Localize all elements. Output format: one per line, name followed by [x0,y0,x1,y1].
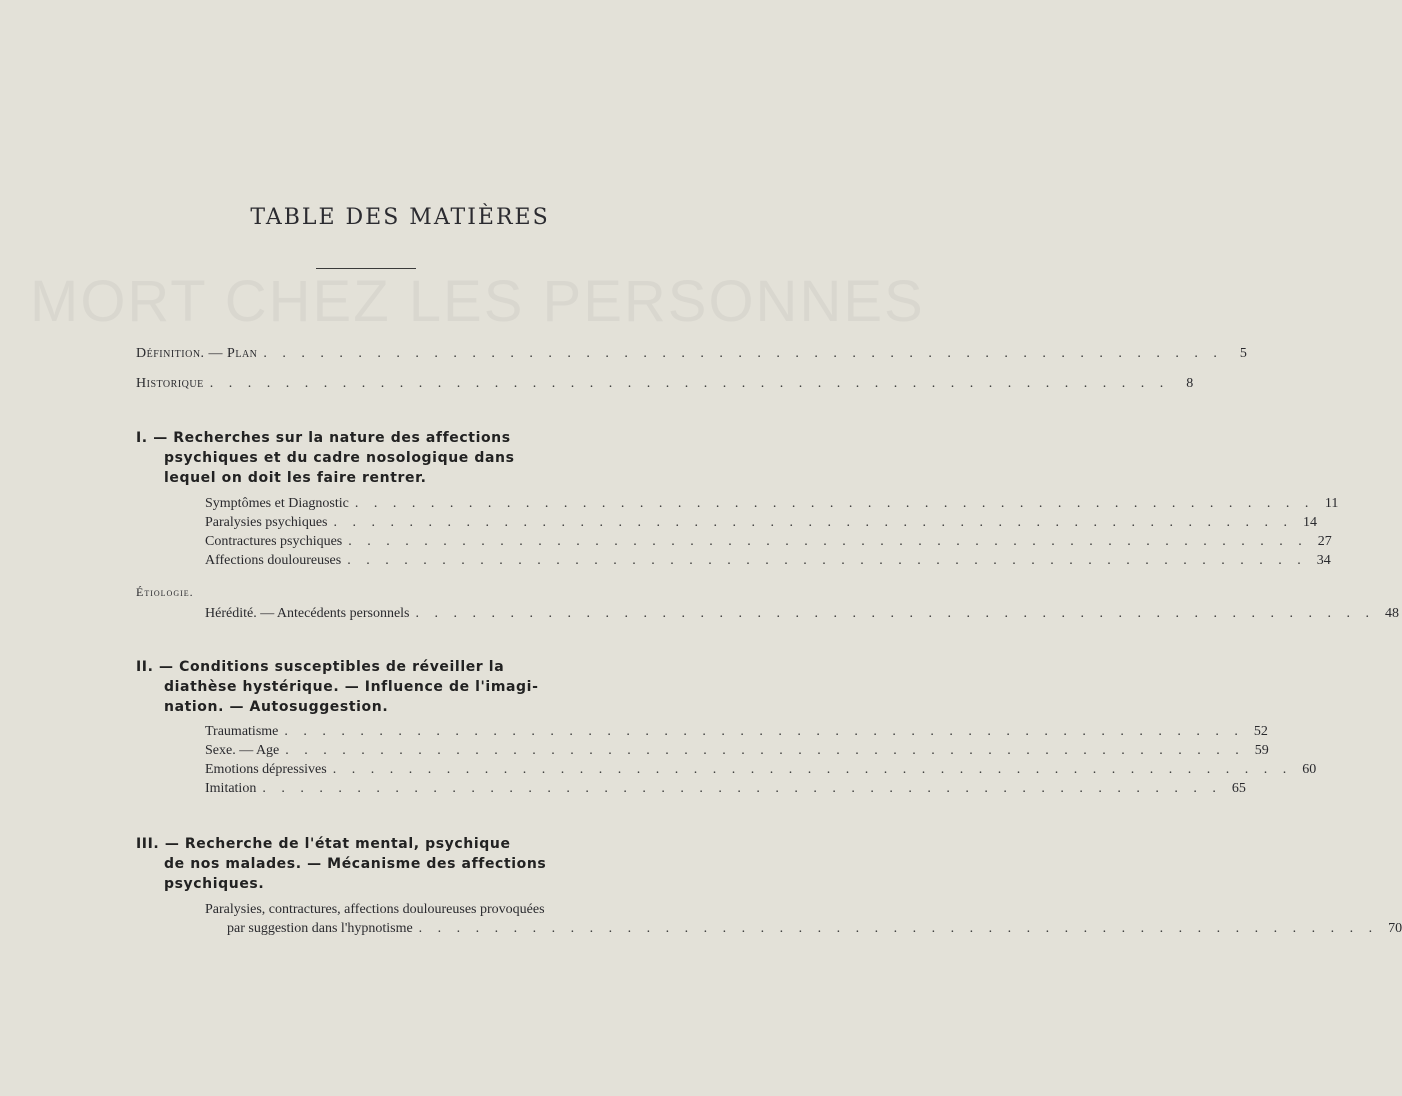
toc-entry-label: Affections douloureuses [205,553,342,568]
page-title: TABLE DES MATIÈRES [250,205,550,230]
section-heading-line: psychiques et du cadre nosologique dans [164,450,515,466]
leader-dots [348,534,1308,550]
toc-subentry [205,534,1332,550]
toc-subentry [205,724,1268,740]
leader-dots [347,553,1307,569]
section-heading-2 [136,657,566,717]
toc-entry-definition [136,346,1247,362]
toc-entry-page: 59 [1254,743,1269,758]
section-heading-line: diathèse hystérique. — Influence de l'imagi- [164,679,539,695]
section-heading-3 [136,834,566,894]
toc-entry-page: 8 [1186,376,1194,391]
toc-entry-label: Imitation [205,781,257,796]
toc-entry-historique [136,376,1194,392]
leader-dots [284,724,1244,740]
leader-dots [355,496,1315,512]
toc-entry-page: 52 [1253,724,1268,739]
leader-dots [333,762,1293,778]
leader-dots [285,743,1245,759]
toc-entry-line2 [205,921,1402,937]
toc-entry-label: Hérédité. — Antecédents personnels [205,606,410,621]
section-heading-line: III. — Recherche de l'état mental, psychique [136,836,511,852]
section-heading-1 [136,428,566,488]
toc-entry-label: Symptômes et Diagnostic [205,496,349,511]
toc-entry-page: 60 [1302,762,1317,777]
leader-dots [419,921,1379,937]
leader-dots [416,606,1376,622]
toc-entry-page: 14 [1302,515,1317,530]
bleed-through-text: MORT CHEZ LES PERSONNES [30,269,925,334]
toc-subentry [205,515,1317,531]
leader-dots [333,515,1293,531]
toc-entry-label: Sexe. — Age [205,743,280,758]
toc-entry-page: 27 [1317,534,1332,549]
toc-entry-label: Définition. — Plan [136,346,258,361]
leader-dots [262,781,1222,797]
leader-dots [210,376,1170,392]
toc-subentry [205,743,1269,759]
section-heading-line: II. — Conditions susceptibles de réveiller la [136,659,505,675]
section-heading-line: I. — Recherches sur la nature des affections [136,430,511,446]
toc-entry-page: 5 [1239,346,1247,361]
toc-subentry-multiline [205,902,1402,937]
toc-entry-label-line2: par suggestion dans l'hypnotisme [227,921,413,936]
toc-entry-page: 65 [1231,781,1246,796]
toc-subentry [205,762,1317,778]
leader-dots [263,346,1223,362]
toc-subentry [205,606,1399,622]
toc-entry-label-line1: Paralysies, contractures, affections douloureuses provoquées [205,902,545,917]
toc-entry-label: Historique [136,376,204,391]
section-heading-line: de nos malades. — Mécanisme des affections [164,856,547,872]
section-heading-line: nation. — Autosuggestion. [164,699,389,715]
toc-entry-page: 48 [1385,606,1399,621]
toc-entry-label: Paralysies psychiques [205,515,328,530]
toc-entry-page: 70 [1388,921,1402,936]
toc-entry-label: Traumatisme [205,724,279,739]
section-heading-line: psychiques. [164,876,265,892]
toc-entry-page: 34 [1316,553,1331,568]
toc-entry-label: Emotions dépressives [205,762,327,777]
toc-subentry [205,496,1339,512]
toc-entry-page: 11 [1324,496,1339,511]
toc-subentry [205,553,1331,569]
etiologie-label: Étiologie. [136,585,194,599]
title-rule [316,268,416,269]
section-heading-line: lequel on doit les faire rentrer. [164,470,427,486]
toc-entry-label: Contractures psychiques [205,534,343,549]
toc-subentry [205,781,1246,797]
